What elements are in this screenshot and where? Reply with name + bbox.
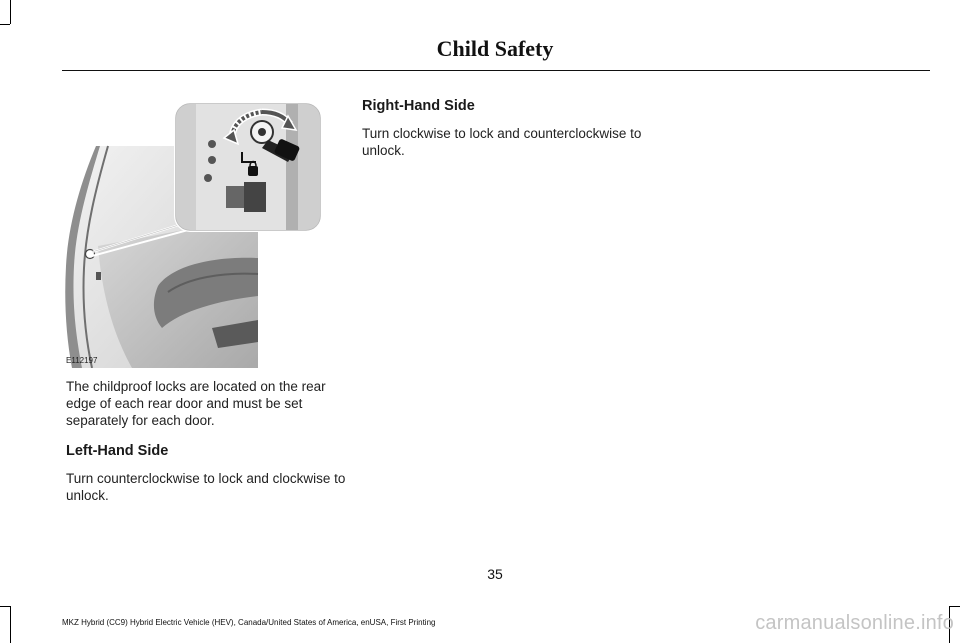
right-hand-side-instructions: Turn clockwise to lock and counterclockwise to unlock. bbox=[362, 126, 642, 158]
left-column bbox=[66, 378, 346, 504]
crop-mark-top-left-h bbox=[0, 24, 10, 25]
right-hand-side-heading: Right-Hand Side bbox=[362, 98, 475, 114]
intro-paragraph: The childproof locks are located on the rear edge of each rear door and must be set separately for each door. bbox=[66, 379, 326, 428]
page-title: Child Safety bbox=[436, 36, 554, 61]
title-rule bbox=[62, 70, 930, 71]
crop-mark-bottom-left-v bbox=[10, 606, 11, 643]
left-hand-side-instructions: Turn counterclockwise to lock and clockwise to unlock. bbox=[66, 471, 346, 503]
footer-text: MKZ Hybrid (CC9) Hybrid Electric Vehicle (HEV), Canada/United States of America, enUSA, First Printing bbox=[62, 618, 436, 627]
crop-mark-bottom-right-h bbox=[949, 606, 960, 607]
watermark: carmanualsonline.info bbox=[755, 612, 954, 634]
page-number: 35 bbox=[487, 566, 503, 582]
crop-mark-bottom-left-h bbox=[0, 606, 10, 607]
childproof-lock-illustration bbox=[62, 96, 338, 368]
crop-mark-top-left-v bbox=[10, 0, 11, 24]
door-edge-drawing bbox=[62, 96, 338, 368]
right-column bbox=[362, 98, 642, 159]
left-hand-side-heading: Left-Hand Side bbox=[66, 443, 169, 459]
figure-code: E112197 bbox=[66, 356, 98, 365]
